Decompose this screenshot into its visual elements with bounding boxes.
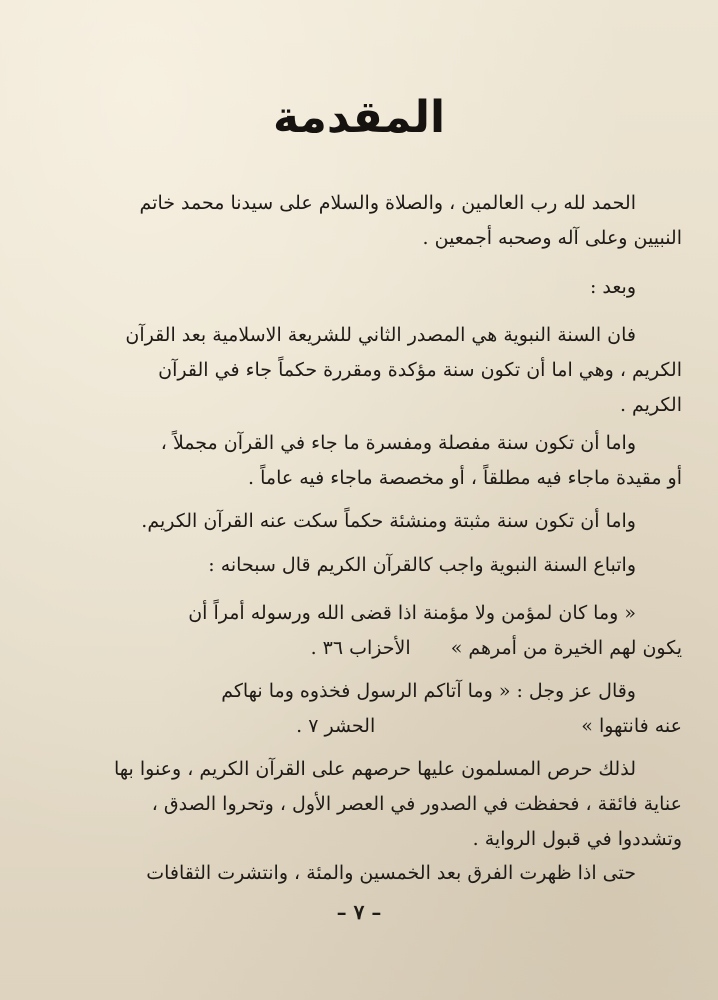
paragraph-line: أو مقيدة ماجاء فيه مطلقاً ، أو مخصصة ماجاء فيه عاماً .: [248, 467, 682, 489]
paragraph-line: وبعد :: [589, 276, 636, 298]
page-title: المقدمة: [272, 92, 446, 143]
paragraph-line: واما أن تكون سنة مثبتة ومنشئة حكماً سكت عنه القرآن الكريم.: [141, 510, 636, 532]
paragraph-preservation: [22, 752, 682, 857]
paragraph-quote-hashr: [22, 674, 682, 744]
paragraph-line: [22, 709, 682, 744]
paragraph-line: [22, 631, 682, 666]
paragraph-sunnah-detail: [22, 426, 682, 496]
paragraph-sunnah-source: [22, 318, 682, 423]
paragraph-line: النبيين وعلى آله وصحبه أجمعين .: [422, 227, 682, 249]
paragraph-line: « وما كان لمؤمن ولا مؤمنة اذا قضى الله ورسوله أمراً أن: [188, 602, 636, 624]
paragraph-sects: [22, 856, 682, 891]
paragraph-line: الحمد لله رب العالمين ، والصلاة والسلام على سيدنا محمد خاتم: [139, 192, 636, 214]
paragraph-line: واتباع السنة النبوية واجب كالقرآن الكريم قال سبحانه :: [208, 554, 636, 576]
paragraph-quote-ahzab: [22, 596, 682, 666]
paragraph-following: [22, 548, 682, 583]
verse-reference: الأحزاب ٣٦ .: [310, 637, 411, 659]
paragraph-line: وقال عز وجل : « وما آتاكم الرسول فخذوه وما نهاكم: [221, 680, 636, 702]
paragraph-wabaad: [22, 270, 682, 305]
paragraph-line: عناية فائقة ، فحفظت في الصدور في العصر الأول ، وتحروا الصدق ،: [151, 793, 682, 815]
paragraph-line: الكريم .: [619, 394, 682, 416]
quote-text: يكون لهم الخيرة من أمرهم »: [450, 637, 682, 659]
paragraph-opening: [22, 186, 682, 256]
paragraph-line: حتى اذا ظهرت الفرق بعد الخمسين والمئة ، وانتشرت الثقافات: [146, 862, 636, 884]
paragraph-line: فان السنة النبوية هي المصدر الثاني للشريعة الاسلامية بعد القرآن: [125, 324, 636, 346]
verse-reference: الحشر ٧ .: [296, 715, 376, 737]
quote-text: عنه فانتهوا »: [581, 715, 682, 737]
paragraph-line: لذلك حرص المسلمون عليها حرصهم على القرآن الكريم ، وعنوا بها: [113, 758, 636, 780]
paragraph-line: الكريم ، وهي اما أن تكون سنة مؤكدة ومقررة حكماً جاء في القرآن: [158, 359, 682, 381]
paragraph-line: وتشددوا في قبول الرواية .: [472, 828, 682, 850]
title-wrap: [0, 92, 718, 143]
paragraph-line: واما أن تكون سنة مفصلة ومفسرة ما جاء في القرآن مجملاً ،: [160, 432, 636, 454]
paragraph-sunnah-establish: [22, 504, 682, 539]
page-number: – ٧ –: [336, 900, 382, 924]
